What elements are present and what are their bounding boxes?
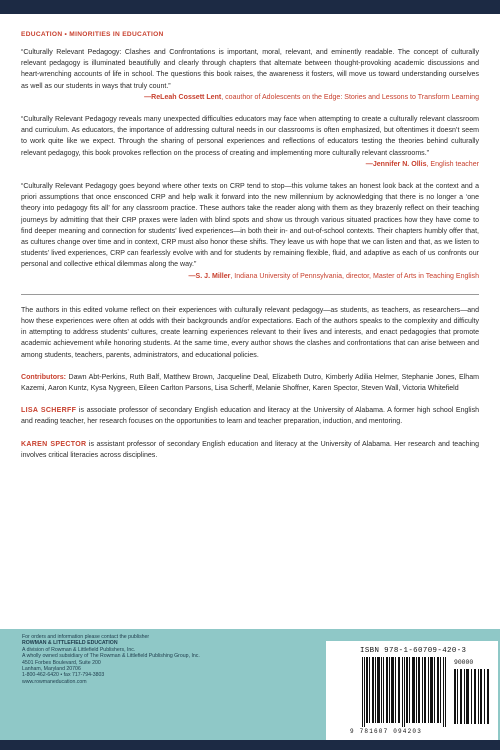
publisher-info xyxy=(22,634,200,685)
review-attribution xyxy=(21,271,479,282)
publisher-url: www.rowmaneducation.com xyxy=(22,678,87,685)
review-text: “Culturally Relevant Pedagogy goes beyond where other texts on CRP tend to stop—this volume takes an honest look back at the context and a priori assumptions that once ensconced CRP and help walk it forward into the new millennium by acknowledging that there is no longer a ‘one theory into pedagogy fits all’ for any classroom practice. These authors take the reader along with them as they brazenly reflect on their teaching journeys by admitting that their CRP praxes were laden with blind spots and show us through various situated practices how they have come to find deeper meaning and connection for students’ lived experiences—in both their in- and out-of-school contexts. Their chapters humbly offer that, as cultures change over time and in context, CRP must also honor these shifts. They leave us with hope that we can listen and that, as we listen to students’ lived experiences, CRP can fearlessly evolve with and for students by remaining flexible, fluid, and adaptive as each of us confronts our personal and collective ethical dilemmas along the way.” xyxy=(21,183,479,269)
editor-name: KAREN SPECTOR xyxy=(21,440,87,448)
isbn-label: ISBN 978-1-60709-420-3 xyxy=(360,647,467,655)
review-1 xyxy=(21,47,479,103)
review-author: —S. J. Miller xyxy=(188,272,231,280)
editor-bio xyxy=(21,439,479,461)
book-description: The authors in this edited volume reflect on their experiences with culturally relevant pedagogy—as students, as teachers, as researchers—and how these experiences were often at odds with their backgrounds and/or expectations. Each of the authors speaks to the complexity and difficulty in attempting to address students’ cultures, create learning experiences relevant to their lives and interests, and enact pedagogies that promote academic achievement while honoring students. At the same time, every author shows the clashes and confrontations that can arise between and among students, teachers, parents, administrators, and educational policies. xyxy=(21,306,479,359)
back-cover-content xyxy=(21,31,479,461)
contributors-list: Dawn Abt-Perkins, Ruth Balf, Matthew Brown, Jacqueline Deal, Elizabeth Dutro, Kimberly Adilia Helmer, Stephanie Jones, Elham Kazemi, Aaron Kuntz, Kysa Nygreen, Eileen Carlton Parsons, Lisa Scherff, Melanie Shoffner, Karen Spector, Steven Wall, Victoria Whitefield xyxy=(21,373,479,393)
top-color-band xyxy=(0,0,500,14)
editor-bio-text: is associate professor of secondary English education and literacy at the University of Alabama. A former high school English and reading teacher, her research focuses on the opportunities to learn and teacher preparation, induction, and mentoring. xyxy=(21,407,480,426)
review-2 xyxy=(21,114,479,170)
contributors xyxy=(21,372,479,394)
editor-bio xyxy=(21,405,479,427)
review-text: “Culturally Relevant Pedagogy reveals many unexpected difficulties educators may face when attempting to create a culturally relevant classroom and curriculum. As educators, the importance of addressing cultural needs in our classrooms is often emphasized, but oftentimes it doesn’t seem to work quite like we expect. Through the sharing of personal experiences and reflections of educators testing the theories behind culturally relevant pedagogy, this book provokes reflection on the process of creating and implementing more culturally relevant classrooms.” xyxy=(21,116,479,157)
publisher-line: For orders and information please contact the publisher xyxy=(22,634,150,640)
review-affiliation: , English teacher xyxy=(426,160,479,168)
review-3 xyxy=(21,181,479,282)
divider xyxy=(21,294,479,295)
bottom-color-band xyxy=(0,740,500,750)
barcode-number: 9 781607 094203 xyxy=(350,728,423,735)
publisher-line: 4501 Forbes Boulevard, Suite 200 xyxy=(22,659,101,666)
review-author: —Jennifer N. Ollis xyxy=(365,160,427,168)
barcode-icon xyxy=(362,657,448,727)
publisher-line: A wholly owned subsidiary of The Rowman & Littlefield Publishing Group, Inc. xyxy=(22,653,200,660)
price-code: 90000 xyxy=(454,659,474,666)
publisher-line: Lanham, Maryland 20706 xyxy=(22,666,81,673)
editor-bio-text: is assistant professor of secondary English education and literacy at the University of Alabama. Her research and teaching involves critical literacies across disciplines. xyxy=(21,440,479,459)
publisher-footer xyxy=(0,629,500,750)
publisher-line: A division of Rowman & Littlefield Publishers, Inc. xyxy=(22,646,136,653)
editor-name: LISA SCHERFF xyxy=(21,407,77,415)
review-author: —ReLeah Cossett Lent xyxy=(144,93,222,101)
barcode-box xyxy=(326,641,498,744)
contributors-label: Contributors: xyxy=(21,373,67,381)
review-attribution xyxy=(21,159,479,170)
review-attribution xyxy=(21,92,479,103)
price-barcode-icon xyxy=(454,669,490,724)
review-affiliation: , Indiana University of Pennsylvania, director, Master of Arts in Teaching English xyxy=(230,272,479,280)
review-affiliation: , coauthor of Adolescents on the Edge: Stories and Lessons to Transform Learning xyxy=(221,93,479,101)
review-text: “Culturally Relevant Pedagogy: Clashes and Confrontations is important, moral, relevant, and eminently readable. The concept of culturally relevant pedagogy is illuminated beautifully and clearly through chapters that alternate between thought-provoking academic discussions and heart-wrenching accounts of life in school. The questions this book raises, the awareness it fosters, will move us toward understanding ourselves as well as our students in ways that truly count.” xyxy=(21,49,479,90)
publisher-name: ROWMAN & LITTLEFIELD EDUCATION xyxy=(22,640,118,647)
publisher-line: 1-800-462-6420 • fax 717-794-3803 xyxy=(22,672,105,679)
category-label: EDUCATION • MINORITIES IN EDUCATION xyxy=(21,31,164,38)
